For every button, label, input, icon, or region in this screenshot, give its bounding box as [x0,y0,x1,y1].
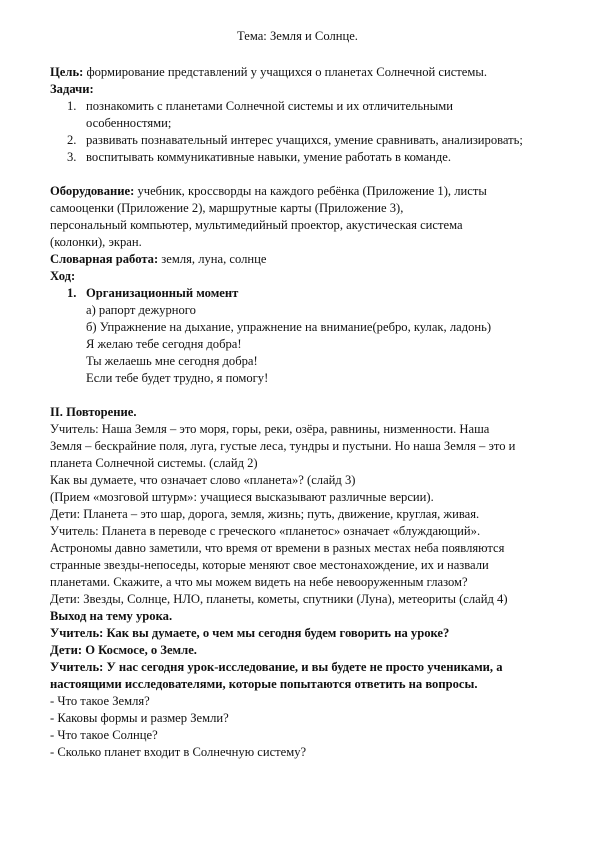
task-2-line-1: развивать познавательный интерес учащихся, умение сравнивать, анализировать; [86,133,523,147]
equipment-line-4: (колонки), экран. [50,235,142,249]
section-2-title: II. Повторение. [50,405,137,419]
section-1-line-2: б) Упражнение на дыхание, упражнение на внимание(ребро, кулак, ладонь) [86,320,492,334]
section-2-line-11: Дети: Звезды, Солнце, НЛО, планеты, кометы, спутники (Луна), метеориты (слайд 4) [50,592,508,606]
children-answer: Дети: О Космосе, о Земле. [50,643,197,657]
section-1-line-1: а) рапорт дежурного [86,303,196,317]
section-2-line-3: планета Солнечной системы. (слайд 2) [50,456,258,470]
section-2-line-2: Земля – бескрайние поля, луга, густые леса, тундры и пустыни. Но наша Земля – это и [50,439,516,453]
lesson-topic-heading: Выход на тему урока. [50,609,173,623]
vocabulary-label: Словарная работа: [50,252,159,266]
section-2-line-1: Учитель: Наша Земля – это моря, горы, реки, озёра, равнины, низменности. Наша [50,422,490,436]
teacher-question: Учитель: Как вы думаете, о чем мы сегодня будем говорить на уроке? [50,626,450,640]
section-2-line-10: планетами. Скажите, а что мы можем видеть на небе невооруженным глазом? [50,575,468,589]
section-2-line-7: Учитель: Планета в переводе с греческого «планетос» означает «блуждающий». [50,524,481,538]
task-3-line-1: воспитывать коммуникативные навыки, умение работать в команде. [86,150,452,164]
section-2-line-9: странные звезды-непоседы, которые меняют свое местонахождение, их и назвали [50,558,489,572]
section-2-line-6: Дети: Планета – это шар, дорога, земля, жизнь; путь, движение, круглая, живая. [50,507,480,521]
goal-label: Цель: [50,65,84,79]
section-1-line-3: Я желаю тебе сегодня добра! [86,337,242,351]
teacher-research-line-1: Учитель: У нас сегодня урок-исследование, и вы будете не просто учениками, а [50,660,503,674]
task-3-number: 3. [67,150,77,164]
section-1-line-5: Если тебе будет трудно, я помогу! [86,371,269,385]
question-1: - Что такое Земля? [50,694,150,708]
vocabulary-line [50,251,267,268]
goal-text: формирование представлений у учащихся о планетах Солнечной системы. [83,65,487,79]
section-1-number: 1. [67,286,77,300]
equipment-label: Оборудование: [50,184,135,198]
tasks-label: Задачи: [50,82,94,96]
equipment-line-3: персональный компьютер, мультимедийный проектор, акустическая система [50,218,463,232]
question-4: - Сколько планет входит в Солнечную систему? [50,745,307,759]
section-2-line-4: Как вы думаете, что означает слово «планета»? (слайд 3) [50,473,356,487]
task-2-number: 2. [67,133,77,147]
equipment-line-1 [50,183,487,200]
question-2: - Каковы формы и размер Земли? [50,711,229,725]
vocabulary-text: земля, луна, солнце [158,252,267,266]
course-label: Ход: [50,269,76,283]
task-1-line-1: познакомить с планетами Солнечной системы и их отличительными [86,99,453,113]
task-1-number: 1. [67,99,77,113]
goal-line [50,64,487,81]
section-2-line-5: (Прием «мозговой штурм»: учащиеся высказывают различные версии). [50,490,434,504]
section-2-line-8: Астрономы давно заметили, что время от времени в разных местах неба появляются [50,541,505,555]
teacher-research-line-2: настоящими исследователями, которые попытаются ответить на вопросы. [50,677,478,691]
document-title: Тема: Земля и Солнце. [237,29,358,43]
section-1-line-4: Ты желаешь мне сегодня добра! [86,354,258,368]
question-3: - Что такое Солнце? [50,728,158,742]
section-1-title: Организационный момент [86,286,239,300]
equipment-text-1: учебник, кроссворды на каждого ребёнка (Приложение 1), листы [134,184,487,198]
equipment-line-2: самооценки (Приложение 2), маршрутные карты (Приложение 3), [50,201,404,215]
task-1-line-2: особенностями; [86,116,172,130]
